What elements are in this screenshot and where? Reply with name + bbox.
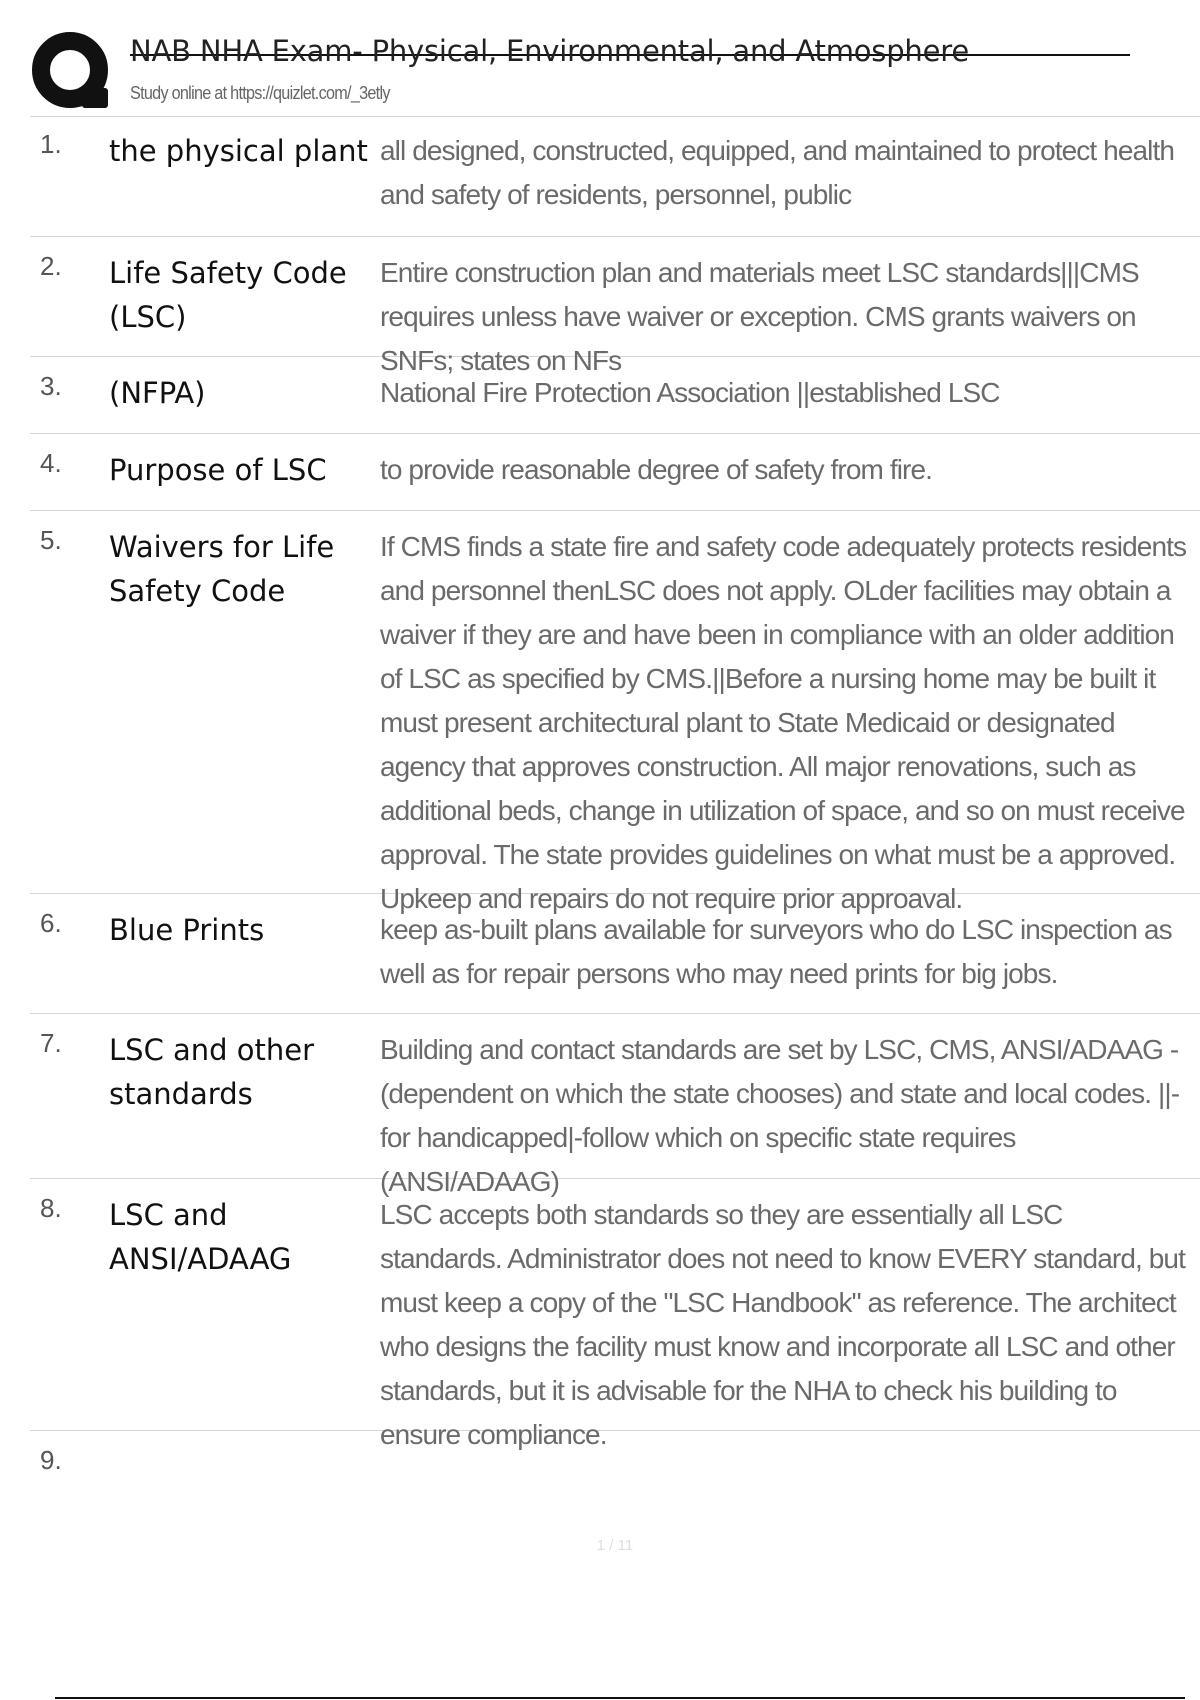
card-row (30, 1178, 1200, 1450)
card-definition: to provide reasonable degree of safety from fire. (380, 454, 933, 485)
card-term: Purpose of LSC (109, 453, 327, 487)
card-term: LSC and ANSI/ADAAG (109, 1198, 292, 1276)
card-definition: keep as-built plans available for surveyors who do LSC inspection as well as for repair persons who may need prints for big jobs. (380, 914, 1172, 989)
flashcard-list (30, 116, 1200, 1550)
card-row (30, 1013, 1200, 1197)
card-term: the physical plant (109, 134, 368, 168)
card-definition: Building and contact standards are set by LSC, CMS, ANSI/ADAAG - (dependent on which the state chooses) and state and local codes. ||- for handicapped|-follow which on specific state requires (ANSI/ADAAG) (380, 1034, 1180, 1197)
card-number: 9. (40, 1445, 62, 1475)
card-number: 3. (40, 371, 62, 401)
card-number: 1. (40, 129, 62, 159)
card-number: 8. (40, 1193, 62, 1223)
card-row (30, 433, 1200, 510)
card-number: 7. (40, 1028, 62, 1058)
quizlet-q-logo-icon (30, 30, 114, 114)
card-row (30, 510, 1200, 914)
card-row (30, 116, 1200, 236)
card-definition: If CMS finds a state fire and safety code adequately protects residents and personnel thenLSC does not apply. OLder facilities may obtain a waiver if they are and have been in compliance with an older addition of LSC as specified by CMS.||Before a nursing home may be built it must present architectural plant to State Medicaid or designated agency that approves construction. All major renovations, such as additional beds, change in utilization of space, and so on must receive approval. The state provides guidelines on what must be a approved. Upkeep and repairs do not require prior approaval. (380, 531, 1187, 914)
card-row (30, 1430, 1200, 1550)
card-number: 5. (40, 525, 62, 555)
card-number: 6. (40, 908, 62, 938)
card-number: 4. (40, 448, 62, 478)
card-definition: Entire construction plan and materials meet LSC standards|||CMS requires unless have waiver or exception. CMS grants waivers on SNFs; states on NFs (380, 257, 1139, 376)
card-definition (380, 1445, 1200, 1550)
card-definition: all designed, constructed, equipped, and maintained to protect health and safety of residents, personnel, public (380, 135, 1175, 210)
card-row (30, 236, 1200, 376)
card-term: Waivers for Life Safety Code (109, 530, 335, 608)
card-term: (NFPA) (109, 376, 206, 410)
footer-divider (55, 1697, 1185, 1699)
card-term: Life Safety Code (LSC) (109, 256, 347, 334)
document-subtitle: Study online at https://quizlet.com/_3etly (130, 83, 390, 103)
document-title: NAB NHA Exam- Physical, Environmental, and Atmosphere (130, 34, 969, 68)
card-term (109, 1445, 380, 1550)
card-term: Blue Prints (109, 913, 265, 947)
card-row (30, 893, 1200, 1013)
card-definition: National Fire Protection Association ||established LSC (380, 377, 1000, 408)
card-definition: LSC accepts both standards so they are essentially all LSC standards. Administrator does not need to know EVERY standard, but must keep a copy of the "LSC Handbook" as reference. The architect who designs the facility must know and incorporate all LSC and other standards, but it is advisable for the NHA to check his building to ensure compliance. (380, 1199, 1185, 1450)
card-number: 2. (40, 251, 62, 281)
card-term: LSC and other standards (109, 1033, 315, 1111)
page-number: 1 / 11 (596, 1537, 634, 1554)
